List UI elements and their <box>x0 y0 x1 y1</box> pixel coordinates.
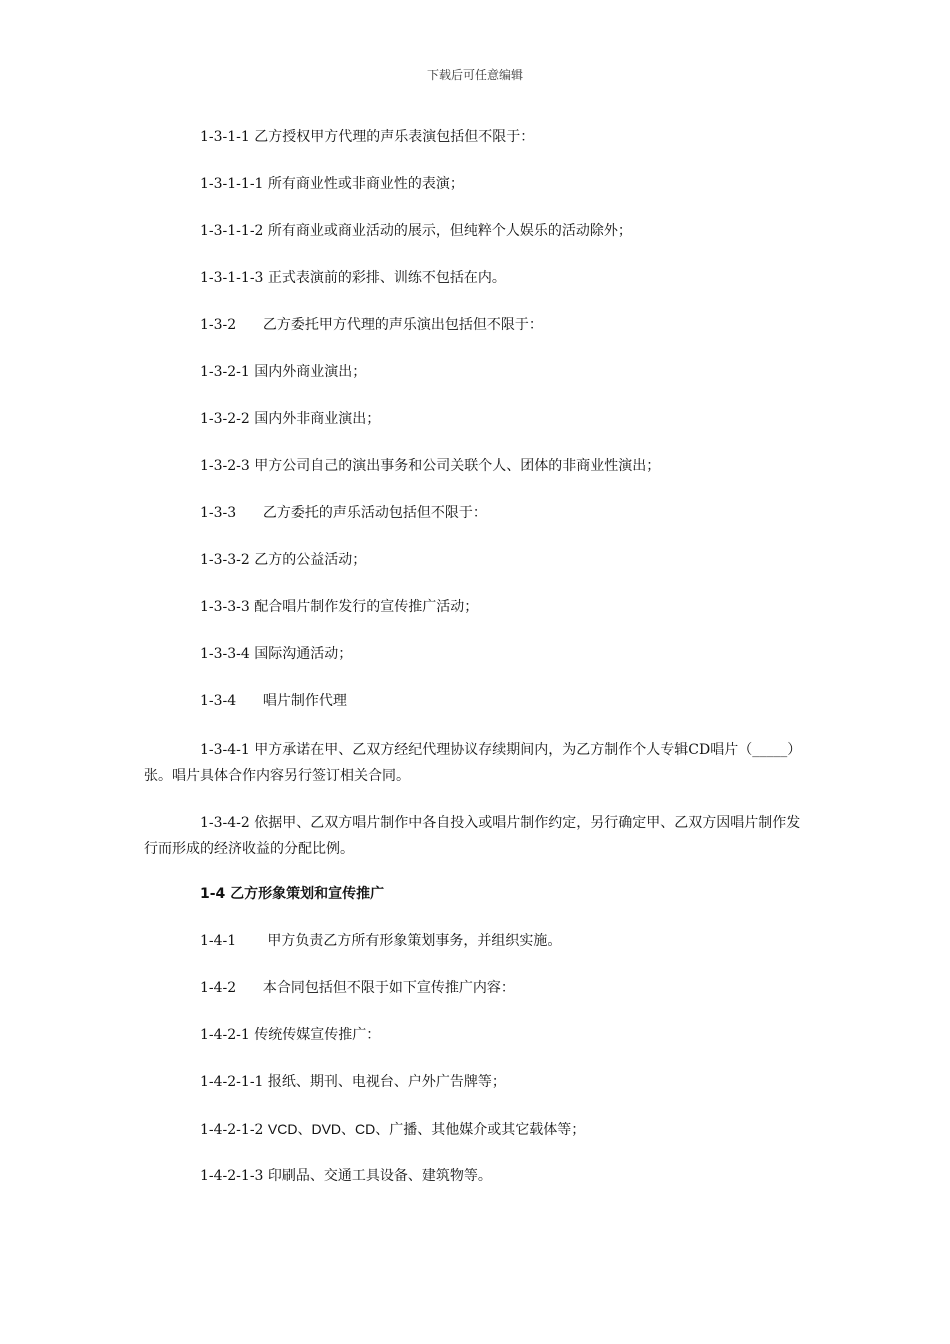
clause-1-3-1-1-3: 1-3-1-1-3 正式表演前的彩排、训练不包括在内。 <box>200 270 506 286</box>
clause-1-4-2-1-2-media: VCD、DVD、CD <box>267 1121 376 1137</box>
section-heading-1-4: 1-4 乙方形象策划和宣传推广 <box>200 886 385 902</box>
clause-1-3-3-3: 1-3-3-3 配合唱片制作发行的宣传推广活动； <box>200 599 479 615</box>
clause-1-3-3-2: 1-3-3-2 乙方的公益活动； <box>200 552 367 568</box>
clause-1-3-2-3: 1-3-2-3 甲方公司自己的演出事务和公司关联个人、团体的非商业性演出； <box>200 458 661 474</box>
clause-1-3-1-1-1: 1-3-1-1-1 所有商业性或非商业性的表演； <box>200 176 464 192</box>
clause-1-4-2-1-1: 1-4-2-1-1 报纸、期刊、电视台、户外广告牌等； <box>200 1074 506 1090</box>
clause-1-3-3: 1-3-3 乙方委托的声乐活动包括但不限于： <box>200 505 487 521</box>
clause-1-4-2: 1-4-2 本合同包括但不限于如下宣传推广内容： <box>200 980 515 996</box>
clause-1-3-4-1: 1-3-4-1 甲方承诺在甲、乙双方经纪代理协议存续期间内，为乙方制作个人专辑CD唱片（_____）张。唱片具体合作内容另行签订相关合同。 <box>144 742 802 784</box>
clause-1-3-1-1: 1-3-1-1 乙方授权甲方代理的声乐表演包括但不限于： <box>200 129 535 145</box>
page-header: 下载后可任意编辑 <box>426 68 523 82</box>
clause-1-4-2-1-2-rest: 、广播、其他媒介或其它载体等； <box>375 1122 586 1138</box>
clause-1-3-4-2: 1-3-4-2 依据甲、乙双方唱片制作中各自投入或唱片制作约定，另行确定甲、乙双方因唱片制作发行而形成的经济收益的分配比例。 <box>144 815 801 857</box>
clause-1-3-2: 1-3-2 乙方委托甲方代理的声乐演出包括但不限于： <box>200 317 543 333</box>
clause-1-3-3-4: 1-3-3-4 国际沟通活动； <box>200 646 353 662</box>
clause-1-4-2-1: 1-4-2-1 传统传媒宣传推广： <box>200 1027 381 1043</box>
clause-1-3-2-1: 1-3-2-1 国内外商业演出； <box>200 364 367 380</box>
clause-1-3-2-2: 1-3-2-2 国内外非商业演出； <box>200 411 381 427</box>
clause-1-4-2-1-3: 1-4-2-1-3 印刷品、交通工具设备、建筑物等。 <box>200 1168 492 1184</box>
clause-1-3-1-1-2: 1-3-1-1-2 所有商业或商业活动的展示，但纯粹个人娱乐的活动除外； <box>200 223 632 239</box>
clause-1-4-2-1-2-number: 1-4-2-1-2 <box>200 1122 268 1138</box>
clause-1-3-4: 1-3-4 唱片制作代理 <box>200 693 347 709</box>
clause-1-4-1: 1-4-1 甲方负责乙方所有形象策划事务，并组织实施。 <box>200 933 562 949</box>
clause-1-4-2-1-2 <box>144 1116 809 1143</box>
